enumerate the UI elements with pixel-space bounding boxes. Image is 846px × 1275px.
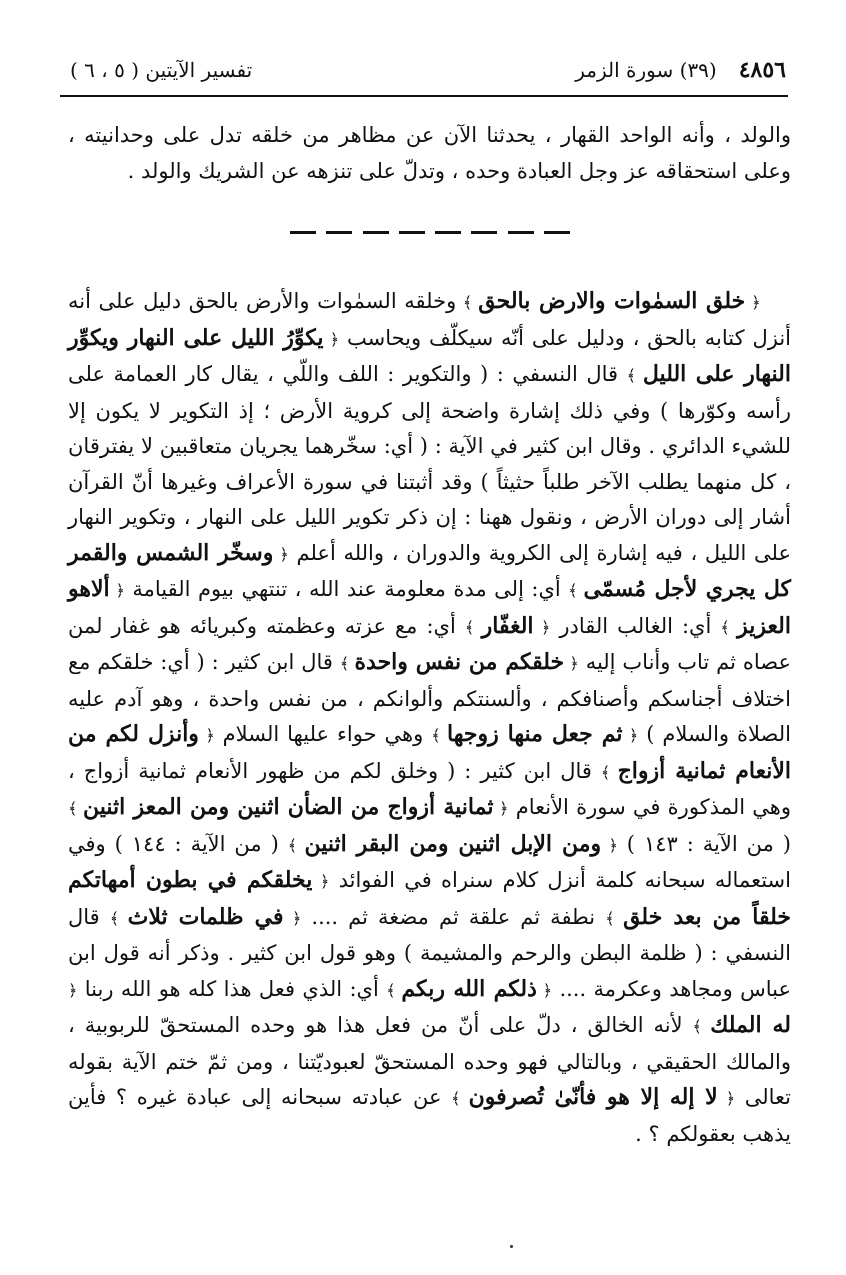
divider-dash: [471, 231, 497, 234]
quote-open-bracket: ﴿: [564, 654, 579, 673]
divider-dash: [290, 231, 316, 234]
quote-open-bracket: ﴿: [68, 980, 78, 1000]
commentary-run: لأنه الخالق ، دلّ على أنّ من فعل هذا هو وحده المستحقّ للربوبية ، والمالك الحقيقي ، وبالتالي فهو وحده المستحقّ لعبوديّتنا ، ومن ثمّ ختم الآية بقوله تعالى: [68, 1013, 792, 1109]
quote-close-bracket: ﴾: [462, 293, 479, 312]
section-divider: [290, 231, 570, 235]
divider-dash: [508, 231, 534, 234]
quote-open-bracket: ﴿: [109, 581, 125, 600]
quote-close-bracket: ﴾: [600, 762, 618, 782]
quote-close-bracket: ﴾: [339, 654, 355, 673]
commentary-run: عن عبادته سبحانه إلى عبادة غيره ؟ فأين يذهب بعقولكم ؟ .: [68, 1085, 791, 1146]
quote-close-bracket: ﴾: [692, 1017, 711, 1036]
divider-dash: [326, 231, 352, 234]
quote-open-bracket: ﴿: [601, 835, 618, 855]
quote-close-bracket: ﴾: [431, 726, 448, 745]
quote-open-bracket: ﴿: [283, 908, 302, 928]
commentary-run: أي: الذي فعل هذا كله هو الله ربنا: [77, 976, 387, 1001]
quran-quote: خلق السمٰوات والارض بالحق: [478, 288, 746, 314]
quran-quote: ثمانية أزواج من الضأن اثنين ومن المعز اثنين: [83, 794, 494, 820]
quran-quote: له الملك: [710, 1012, 792, 1038]
commentary-run: ( من الآية : ١٤٤ ) وفي استعماله سبحانه كلمة أنزل كلام سنراه في الفوائد: [68, 831, 791, 892]
commentary-run: أي: مع عزته وعظمته وكبريائه هو غفار لمن عصاه ثم تاب وأناب إليه: [68, 613, 791, 674]
quote-open-bracket: ﴿: [745, 293, 761, 312]
surah-title: (٣٩) سورة الزمر: [575, 58, 717, 82]
intro-paragraph: والولد ، وأنه الواحد القهار ، يحدثنا الآن عن مظاهر من خلقه تدل على وحدانيته ، وعلى استحقاقه عز وجل العبادة وحده ، وتدلّ على تنزهه عن الشريك والولد .: [68, 123, 791, 183]
quran-quote: خلقكم من نفس واحدة: [354, 649, 565, 675]
quran-quote: يكوِّرُ الليل على النهار ويكوِّر النهار على الليل: [68, 324, 791, 387]
commentary-run: قال النسفي : ( والتكوير : اللف واللّي ، يقال كار العمامة على رأسه وكوّرها ) وفي ذلك إشارة واضحة إلى كروية الأرض ؛ إذ التكوير لا يكون إلا للشيء الدائري . وقال ابن كثير في الآية : ( أي: سخّرهما يجريان متعاقبين لا يفترقان ، كل منهما يطلب الآخر طلباً حثيثاً ) وقد أثبتنا في سورة الأعراف وغيرها أنّ القرآن أشار إلى دوران الأرض ، ونقول ههنا : إن ذكر تكوير الليل على النهار ، وتكوير النهار على الليل ، فيه إشارة إلى الكروية والدوران ، والله أعلم: [68, 362, 791, 565]
divider-dash: [399, 231, 425, 234]
intro-text: [68, 118, 791, 189]
quote-close-bracket: ﴾: [720, 617, 738, 637]
commentary-run: وهي حواء عليها السلام: [214, 722, 432, 746]
commentary-run: نطفة ثم علقة ثم مضغة ثم ....: [301, 904, 606, 929]
quote-open-bracket: ﴿: [717, 1089, 736, 1108]
quote-close-bracket: ﴾: [626, 366, 643, 385]
quote-open-bracket: ﴿: [198, 726, 215, 745]
page-mark: [510, 1245, 513, 1248]
quran-quote: ذلكم الله ربكم: [401, 975, 537, 1002]
commentary-run: قال ابن كثير : ( أي: خلقكم مع اختلاف أجناسكم وأصنافكم ، وألسنتكم وألوانكم ، من نفس واحدة ، وهو آدم عليه الصلاة والسلام ): [68, 650, 792, 746]
divider-dash: [435, 231, 461, 234]
header-right: [575, 57, 786, 83]
quote-open-bracket: ﴿: [493, 799, 509, 818]
quran-quote: وسخّر الشمس والقمر كل يجري لأجل مُسمّى: [68, 539, 792, 602]
quote-open-bracket: ﴿: [622, 726, 639, 745]
quran-quote: لا إله إلا هو فأنّىٰ تُصرفون: [468, 1084, 718, 1110]
quote-close-bracket: ﴾: [287, 835, 305, 855]
quote-open-bracket: ﴿: [273, 544, 289, 564]
divider-dash: [544, 231, 570, 234]
quran-quote: ومن الإبل اثنين ومن البقر اثنين: [304, 830, 602, 857]
commentary-text: [68, 284, 791, 1152]
commentary-run: وخلقه السمٰوات والأرض بالحق دليل على أنه أنزل كتابه بالحق ، ودليل على أنّه سيكلّف ويحاسب: [68, 289, 792, 350]
header-rule: [60, 95, 788, 97]
commentary-run: أي: إلى مدة معلومة عند الله ، تنتهي بيوم القيامة: [124, 577, 569, 601]
quote-open-bracket: ﴿: [533, 617, 551, 637]
quran-quote: يخلقكم في بطون أمهاتكم خلقاً من بعد خلق: [68, 867, 791, 930]
quran-quote: ألاهو العزيز: [68, 576, 791, 639]
divider-dash: [363, 231, 389, 234]
page-number: ٤٨٥٦: [738, 57, 786, 83]
quote-open-bracket: ﴿: [312, 872, 330, 891]
section-title: تفسير الآيتين ( ٥ ، ٦ ): [70, 58, 253, 82]
quran-quote: في ظلمات ثلاث: [127, 903, 284, 930]
quote-close-bracket: ﴾: [109, 908, 128, 928]
page-header: [70, 52, 786, 88]
quote-open-bracket: ﴿: [323, 329, 340, 349]
quote-close-bracket: ﴾: [68, 799, 84, 818]
quote-close-bracket: ﴾: [464, 617, 482, 637]
quote-close-bracket: ﴾: [451, 1089, 469, 1108]
commentary-run: ( من الآية : ١٤٣ ): [617, 831, 791, 856]
commentary-run: أي: الغالب القادر: [550, 613, 721, 638]
quran-quote: الغفّار: [481, 612, 534, 639]
quran-quote: وأنزل لكم من الأنعام ثمانية أزواج: [68, 721, 791, 784]
quote-open-bracket: ﴿: [536, 980, 553, 1000]
commentary-run: قال النسفي : ( ظلمة البطن والرحم والمشيمة ) وهو قول ابن كثير . وذكر أنه قول ابن عباس ومجاهد وعكرمة ....: [68, 904, 792, 1001]
quote-close-bracket: ﴾: [605, 908, 624, 928]
commentary-paragraph: [68, 284, 791, 1152]
commentary-run: قال ابن كثير : ( وخلق لكم من ظهور الأنعام ثمانية أزواج ، وهي المذكورة في سورة الأنعام: [68, 758, 792, 819]
quote-close-bracket: ﴾: [386, 980, 402, 1000]
quran-quote: ثم جعل منها زوجها: [447, 721, 623, 747]
quote-close-bracket: ﴾: [568, 581, 584, 600]
